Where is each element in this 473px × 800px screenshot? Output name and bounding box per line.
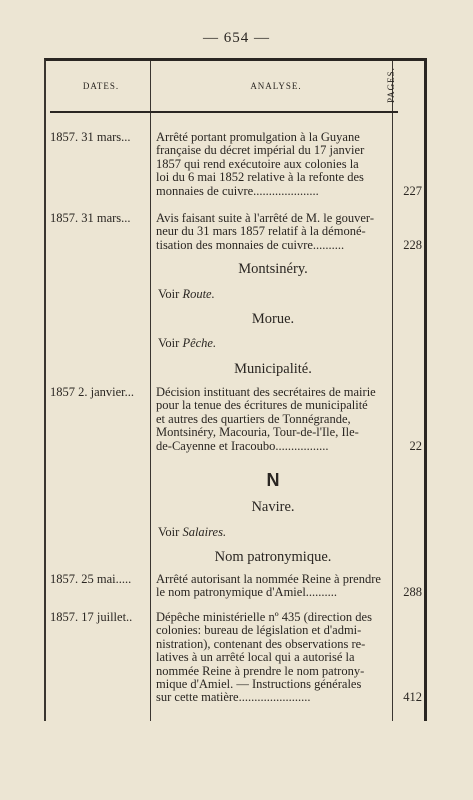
see-also-target: Salaires. bbox=[182, 525, 227, 539]
see-also-peche bbox=[158, 336, 216, 351]
entry-line: le nom patronymique d'Amiel.......... bbox=[156, 586, 338, 600]
entry-line: française du décret impérial du 17 janvier bbox=[156, 144, 365, 158]
entry-date: 1857. 25 mai..... bbox=[50, 572, 132, 586]
entry-line: neur du 31 mars 1857 relatif à la démoné- bbox=[156, 225, 366, 239]
entry-page: 228 bbox=[403, 237, 422, 252]
section-letter-n: N bbox=[266, 470, 280, 490]
entry-line: 1857 qui rend exécutoire aux colonies la bbox=[156, 157, 359, 171]
entry-line: colonies: bureau de législation et d'admi- bbox=[156, 624, 362, 638]
header-dates: DATES. bbox=[82, 81, 120, 91]
entry-text bbox=[156, 212, 390, 252]
entry-line: Arrêté autorisant la nommée Reine à prendre bbox=[156, 573, 381, 586]
header-pages: PAGES. bbox=[386, 67, 396, 103]
see-also-target: Pêche. bbox=[182, 336, 217, 350]
entry-line: nommée Reine à prendre le nom patrony- bbox=[156, 664, 365, 678]
entry-text bbox=[156, 573, 390, 600]
entry-line: Dépêche ministérielle nº 435 (direction des bbox=[156, 611, 372, 624]
see-also-word: Voir bbox=[158, 287, 180, 301]
entry-date: 1857 2. janvier... bbox=[50, 385, 135, 399]
entry-line: Décision instituant des secrétaires de mairie bbox=[156, 386, 376, 399]
entry-page: 227 bbox=[403, 183, 422, 198]
heading-morue: Morue. bbox=[251, 311, 295, 327]
column-divider-pages bbox=[392, 61, 393, 721]
see-also-target: Route. bbox=[182, 287, 215, 301]
heading-montsinery: Montsinéry. bbox=[238, 261, 308, 277]
entry-text bbox=[156, 386, 390, 453]
header-rule bbox=[50, 111, 398, 113]
see-also-word: Voir bbox=[158, 336, 180, 350]
page-number: — 654 — bbox=[203, 30, 270, 46]
entry-line: de-Cayenne et Iracoubo................. bbox=[156, 439, 329, 453]
entry-line: pour la tenue des écritures de municipalité bbox=[156, 399, 368, 413]
see-also-route bbox=[158, 287, 215, 302]
entry-line: mique d'Amiel. — Instructions générales bbox=[156, 678, 362, 692]
entry-line: Avis faisant suite à l'arrêté de M. le gouver- bbox=[156, 212, 375, 225]
entry-line: tisation des monnaies de cuivre.......... bbox=[156, 238, 345, 252]
heading-nom-patronymique: Nom patronymique. bbox=[214, 549, 332, 565]
entry-line: Arrêté portant promulgation à la Guyane bbox=[156, 131, 360, 144]
entry-line: Montsinéry, Macouria, Tour-de-l'Ile, Ile- bbox=[156, 426, 359, 440]
entry-page: 22 bbox=[409, 438, 422, 453]
entry-text bbox=[156, 131, 390, 198]
entry-date: 1857. 31 mars... bbox=[50, 211, 131, 225]
entry-line: loi du 6 mai 1852 relative à la refonte des bbox=[156, 171, 364, 185]
entry-line: et autres des quartiers de Tonnégrande, bbox=[156, 412, 351, 426]
see-also-salaires bbox=[158, 525, 226, 540]
entry-page: 412 bbox=[403, 690, 422, 705]
entry-line: nistration), contenant des observations re- bbox=[156, 637, 366, 651]
entry-line: sur cette matière....................... bbox=[156, 691, 311, 705]
heading-navire: Navire. bbox=[251, 499, 295, 515]
index-table bbox=[44, 58, 427, 721]
entry-line: monnaies de cuivre..................... bbox=[156, 184, 319, 198]
entry-line: latives à un arrêté local qui a autorisé la bbox=[156, 651, 355, 665]
entry-date: 1857. 17 juillet.. bbox=[50, 610, 133, 624]
entry-page: 288 bbox=[403, 585, 422, 600]
see-also-word: Voir bbox=[158, 525, 180, 539]
heading-municipalite: Municipalité. bbox=[234, 361, 312, 377]
header-analyse: ANALYSE. bbox=[250, 81, 302, 91]
entry-date: 1857. 31 mars... bbox=[50, 130, 131, 144]
entry-text bbox=[156, 611, 390, 705]
